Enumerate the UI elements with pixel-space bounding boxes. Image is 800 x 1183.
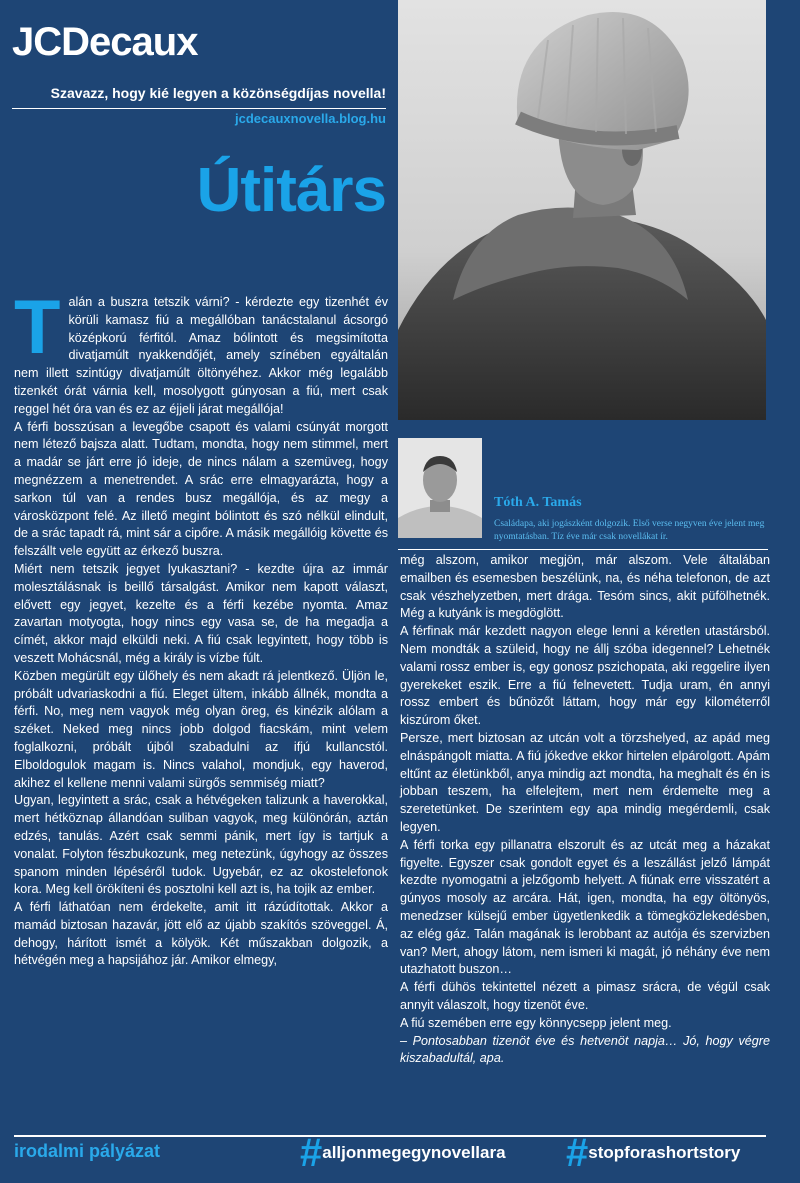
drop-cap: T xyxy=(14,285,61,370)
hashtag-stopforashortstory[interactable] xyxy=(566,1133,740,1173)
author-portrait xyxy=(398,438,482,538)
story-paragraph: Közben megürült egy ülőhely és nem akadt rá jelentkező. Üljön le, próbált udvariaskodni a fiú. Eleget ültem, inkább állnék, mondta a férfi. No, meg nem vagyok még olyan öreg, és kinézik alólam a széket. Neked meg nincs jobb dolgod fiacskám, mint velem foglalkozni, próbált újból szabadulni az ifjú kullancstól. Elboldogulok magam is. Nincs valahol, mondjuk, egy haverod, akihez el kellene menni valami sürgős semmiség miatt? xyxy=(14,668,388,790)
hashtag-alljonmeg[interactable] xyxy=(300,1133,506,1173)
story-paragraph: A férfi bosszúsan a levegőbe csapott és valami csúnyát morgott nem létező bajsza alatt. Tudtam, mondta, hogy nem stimmel, mert a madár se járt erre jó ideje, de nincs nálam a szemüveg, hogy megnézzem a menetrendet. A srác erre elmagyarázta, hogy a sarkon túl van a rendes busz megállója, és az megy a városközpont felé. Az illető megint bólintott és szó nélkül elindult, de a srác tapadt rá, mint sár a cipőre. A másik megállóig követte és felszállt vele együtt az érkező buszra. xyxy=(14,419,388,559)
story-paragraph: Miért nem tetszik jegyet lyukasztani? - kezdte újra az immár molesztálásnak is beillő társalgást. Amikor nem kapott választ, elővett egy jegyet, kezelte és a férfi kezébe nyomta. Amaz zavartan motyogta, hogy nincs egy vasa se, de ha megadja a címét, akkor majd elküldi neki. A fiú csak legyintett, hogy több is veszett Mohácsnál, még a király is vízbe fúlt. xyxy=(14,561,388,665)
story-title: Útitárs xyxy=(196,156,386,225)
hashtag-text: stopforashortstory xyxy=(588,1143,741,1162)
story-paragraph: Ugyan, legyintett a srác, csak a hétvégeken talizunk a haverokkal, mert hétköznap állandóan suliban vagyok, meg különórán, aztán edzés, tanulás. Azért csak semmi pánik, mert így is tartjuk a vonalat. Folyton fészbukozunk, meg netezünk, úgyhogy az összes spanom minden lépéséről tudok. Ugyebár, ez az okostelefonok kora. Meg kell örökíteni és posztolni kell azt is, ha tojik az ember. xyxy=(14,793,388,897)
story-paragraph: Talán a buszra tetszik várni? - kérdezte egy tizenhét év körüli kamasz fiú a megállóban tanácstalanul ácsorgó középkorú férfitól. Amaz bólintott és megsimította divatjamúlt nyakkendőjét, amely színében egyáltalán nem illett szintúgy divatjamúlt öltönyéhez. Akkor még legalább tizenkét órát várnia kell, mosolygott gúnyosan a fiú, mert csak reggel hét óra van és ez az éjjeli járat megállója! xyxy=(14,285,388,416)
author-name: Tóth A. Tamás xyxy=(494,495,582,510)
story-paragraph: A férfi láthatóan nem érdekelte, amit itt rázúdítottak. Akkor a mamád biztosan hazavár, jött elő az újabb szakítós szöveggel. Á, dehogy, hárított ismét a kölyök. Két műszakban dolgozik, a hétvégén meg a hapsijához jár. Amikor elmegy, xyxy=(14,900,388,968)
story-paragraph: A férfi dühös tekintettel nézett a pimasz srácra, de végül csak annyit válaszolt, hogy tizenöt éve. xyxy=(400,980,770,1012)
hooded-teen-photo xyxy=(398,0,766,420)
header-divider xyxy=(12,108,386,109)
hashtag-text: alljonmegegynovellara xyxy=(322,1143,506,1162)
vote-tagline: Szavazz, hogy kié legyen a közönségdíjas novella! xyxy=(50,85,386,101)
story-paragraph: A férfinak már kezdett nagyon elege lenni a kéretlen utastársból. Nem mondták a szüleid, hogy ne állj szóba idegennel? Lehetnék valami rossz ember is, egy gonosz pszichopata, aki reggelire ilyen gyerekeket eszik. Erre a fiú felnevetett. Tudja uram, én annyi rossz embert és bűnözőt láttam, hogy már egy kilométerről kiszúrom őket. xyxy=(400,624,770,728)
story-closing-line: – Pontosabban tizenöt éve és hetvenöt napja… Jó, hogy végre kiszabadultál, apa. xyxy=(400,1033,770,1066)
hooded-teen-illustration xyxy=(398,0,766,420)
hashtag-icon: # xyxy=(300,1131,323,1175)
author-portrait-illustration xyxy=(398,438,482,538)
jcdecaux-logo: JCDecaux xyxy=(12,20,198,64)
story-paragraph: A fiú szemében erre egy könnycsepp jelent meg. xyxy=(400,1015,672,1030)
author-divider xyxy=(398,549,768,550)
story-column-right xyxy=(400,552,770,1112)
blog-link[interactable]: jcdecauxnovella.blog.hu xyxy=(235,111,386,126)
story-column-left xyxy=(14,285,388,1112)
story-paragraph: A férfi torka egy pillanatra elszorult és az utcát meg a házakat figyelte. Egyszer csak gondolt egyet és a leszállást jelző lámpát kezdte nyomogatni a jelzőgomb helyett. A fiúnak erre visszatért a gúnyos mosoly az arcára. Hát, igen, mondta, ha egy öltönyös, menedzser külsejű ember ügyetlenkedik a tömegközlekedésben, az elég gáz. Talán magának is lerobbant az autója és szervizben van? Mert, ahogy látom, nem ismeri ki magát, jó néhány éve nem utazhatott buszon… xyxy=(400,837,770,977)
hashtag-icon: # xyxy=(566,1131,589,1175)
story-paragraph: Persze, mert biztosan az utcán volt a törzshelyed, az apád meg elnáspángolt miatta. A fiú jókedve ekkor hirtelen elpárolgott. Apám eltűnt az életünkből, anya mindig azt mondta, ha meghalt és én is jobban teszem, ha elfelejtem, mert nem érdemelte meg a szeretetünket. De szerintem egy apa mindig megérdemli, csak legyen. xyxy=(400,730,770,834)
footer-category-label: irodalmi pályázat xyxy=(14,1141,161,1161)
author-bio: Családapa, aki jogászként dolgozik. Első verse negyven éve jelent meg nyomtatásban. Tíz éve már csak novellákat ír. xyxy=(494,519,765,542)
story-paragraph: még alszom, amikor megjön, már alszom. Vele általában emailben és esemesben beszélünk, na, és néha telefonon, de azt csak vészhelyzetben, mert drága. Tesóm sincs, akit püfölhetnék. Még a kutyánk is megdöglött. xyxy=(400,553,770,621)
